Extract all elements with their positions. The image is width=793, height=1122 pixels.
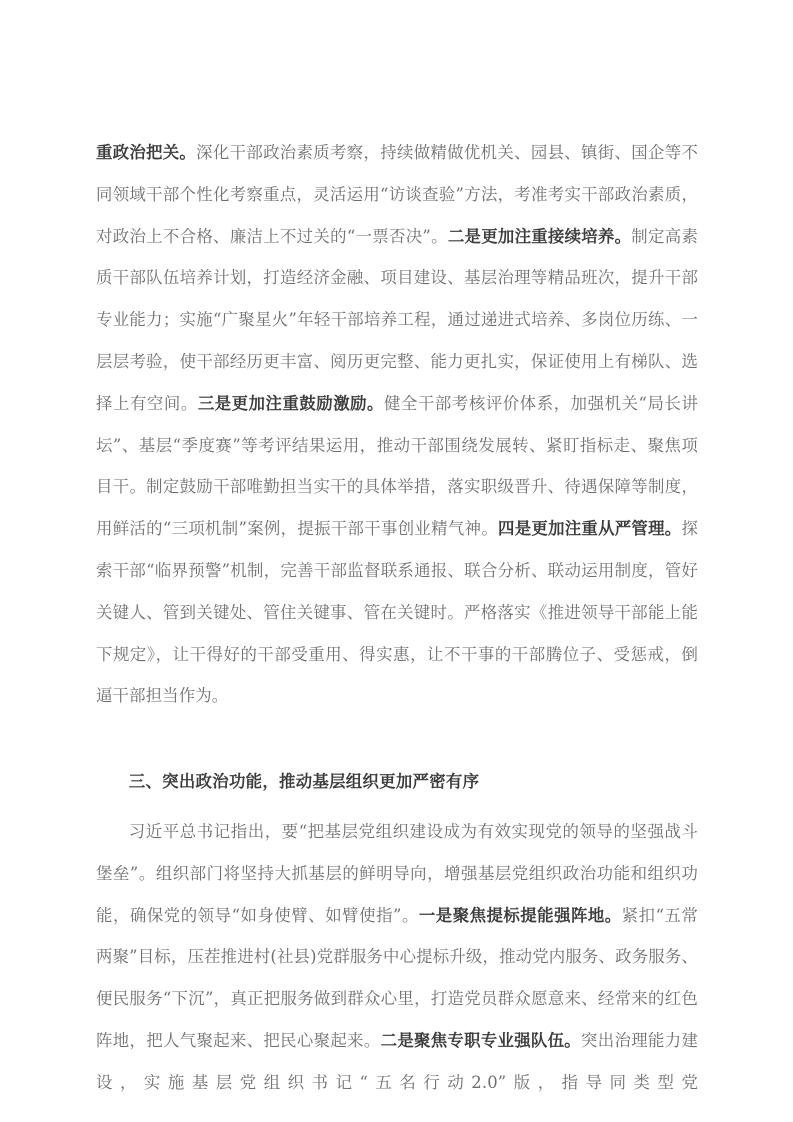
paragraph-run-1: 深化干部政治素质考察，持续做精做优机关、园县、镇街、国企等不同领域干部个性化考察重点，灵活运用“访谈查验”方法，考准考实干部政治素质，对政治上不合格、廉洁上不过关的“一票否决”。 — [96, 143, 698, 246]
paragraph-run-2: 制定高素质干部队伍培养计划，打造经济金融、项目建设、基层治理等精品班次，提升干部专业能力；实施“广聚星火”年轻干部培养工程，通过递进式培养、多岗位历练、一层层考验，使干部经历更丰富、阅历更完整、能力更扎实，保证使用上有梯队、选择上有空间。 — [96, 226, 698, 413]
emphasis-ershi-jiexu-peiyang: 二是更加注重接续培养。 — [447, 226, 632, 246]
paragraph2-run-3: 突出治理能力建设，实施基层党组织书记“五名行动2.0”版，指导同类型党 — [96, 1030, 698, 1092]
emphasis-zhong-zhengzhi-bagguan: 重政治把关。 — [96, 143, 197, 162]
document-text-block — [96, 132, 698, 1104]
paragraph-cadre-management — [96, 132, 698, 717]
spacer-before-heading — [96, 717, 698, 761]
paragraph-grassroots-organization — [96, 811, 698, 1104]
spacer-after-heading — [96, 803, 698, 811]
paragraph-run-4: 探索干部“临界预警”机制，完善干部监督联系通报、联合分析、联动运用制度，管好关键人、管到关键处、管住关键事、管在关键时。严格落实《推进领导干部能上能下规定》，让干得好的干部受重用、得实惠，让不干事的干部腾位子、受惩戒，倒逼干部担当作为。 — [96, 519, 698, 706]
paragraph2-run-1: 习近平总书记指出，要“把基层党组织建设成为有效实现党的领导的坚强战斗堡垒”。组织部门将坚持大抓基层的鲜明导向，增强基层党组织政治功能和组织功能，确保党的领导“如身使臂、如臂使指”。 — [96, 821, 698, 925]
paragraph-run-3: 健全干部考核评价体系，加强机关“局长讲坛”、基层“季度赛”等考评结果运用，推动干部围绕发展转、紧盯指标走、聚焦项目干。制定鼓励干部唯勤担当实干的具体举措，落实职级晋升、待遇保障等制度，用鲜活的“三项机制”案例，提振干部干事创业精气神。 — [96, 393, 698, 539]
section-heading-3: 三、突出政治功能，推动基层组织更加严密有序 — [128, 772, 480, 792]
emphasis-sishi-congyan-guanli: 四是更加注重从严管理。 — [498, 519, 682, 539]
paragraph2-run-2: 紧扣“五常两聚”目标，压茬推进村(社县)党群服务中心提标升级，推动党内服务、政务服务、便民服务“下沉”，真正把服务做到群众心里，打造党员群众愿意来、经常来的红色阵地，把人气聚起来、把民心聚起来。 — [96, 905, 698, 1050]
emphasis-ershi-zhuanzhi-zhuanye: 二是聚焦专职专业强队伍。 — [380, 1030, 581, 1050]
emphasis-sanshi-guli-jili: 三是更加注重鼓励激励。 — [197, 393, 384, 413]
emphasis-yishi-tibiao-tineng: 一是聚焦提标提能强阵地。 — [418, 905, 622, 925]
